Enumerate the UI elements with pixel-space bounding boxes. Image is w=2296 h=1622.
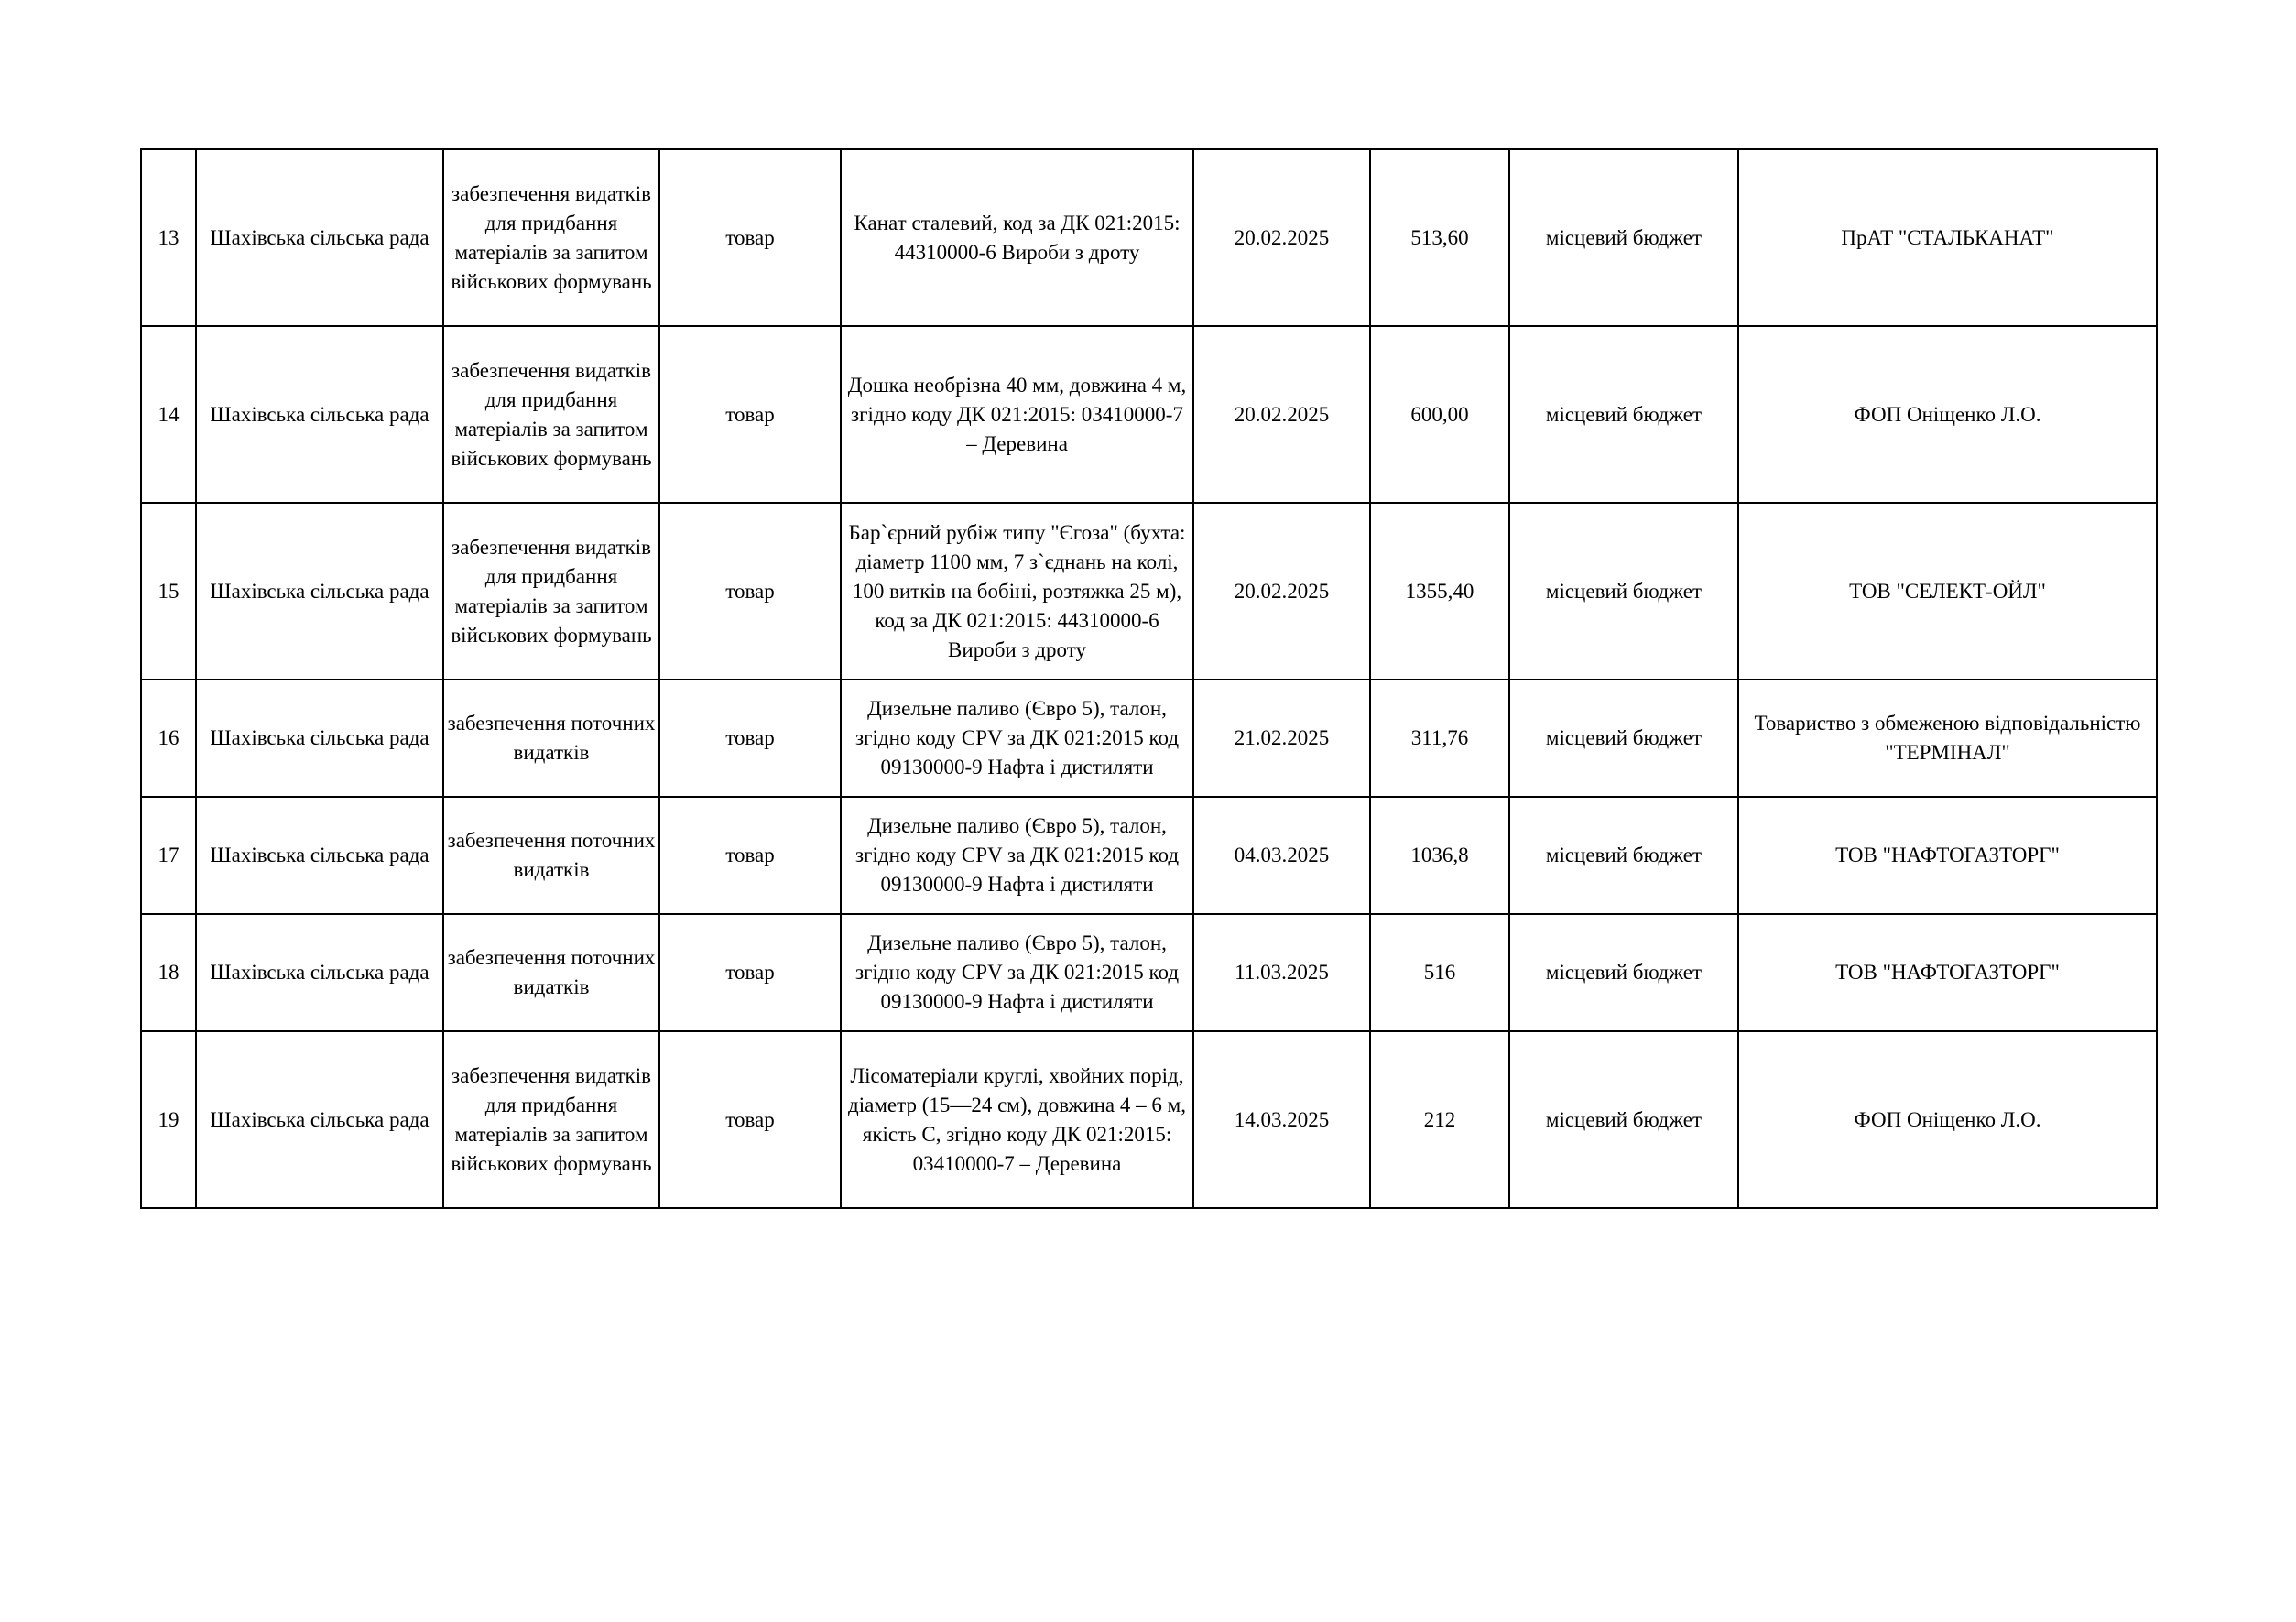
row-number: 16 <box>141 680 196 797</box>
supplier-cell: ТОВ "НАФТОГАЗТОРГ" <box>1738 797 2157 914</box>
supplier-cell: ФОП Оніщенко Л.О. <box>1738 1031 2157 1208</box>
amount-cell: 212 <box>1370 1031 1509 1208</box>
table-row <box>141 149 2157 326</box>
type-cell: товар <box>659 797 841 914</box>
purpose-cell: забезпечення поточних видатків <box>443 797 659 914</box>
source-cell: місцевий бюджет <box>1509 1031 1738 1208</box>
purpose-cell: забезпечення видатків для придбання матеріалів за запитом військових формувань <box>443 149 659 326</box>
subject-cell: Канат сталевий, код за ДК 021:2015: 44310000-6 Вироби з дроту <box>841 149 1193 326</box>
amount-cell: 600,00 <box>1370 326 1509 503</box>
purpose-cell: забезпечення видатків для придбання матеріалів за запитом військових формувань <box>443 326 659 503</box>
source-cell: місцевий бюджет <box>1509 326 1738 503</box>
table-row <box>141 680 2157 797</box>
source-cell: місцевий бюджет <box>1509 680 1738 797</box>
customer-cell: Шахівська сільська рада <box>196 797 443 914</box>
subject-cell: Дизельне паливо (Євро 5), талон, згідно коду CPV за ДК 021:2015 код 09130000-9 Нафта і дистиляти <box>841 914 1193 1031</box>
type-cell: товар <box>659 914 841 1031</box>
amount-cell: 1036,8 <box>1370 797 1509 914</box>
customer-cell: Шахівська сільська рада <box>196 503 443 680</box>
table-row <box>141 326 2157 503</box>
subject-cell: Дошка необрізна 40 мм, довжина 4 м, згідно коду ДК 021:2015: 03410000-7 – Деревина <box>841 326 1193 503</box>
subject-cell: Лісоматеріали круглі, хвойних порід, діаметр (15—24 см), довжина 4 – 6 м, якість С, згідно коду ДК 021:2015: 03410000-7 – Деревина <box>841 1031 1193 1208</box>
table-row <box>141 503 2157 680</box>
subject-cell: Дизельне паливо (Євро 5), талон, згідно коду CPV за ДК 021:2015 код 09130000-9 Нафта і дистиляти <box>841 797 1193 914</box>
customer-cell: Шахівська сільська рада <box>196 914 443 1031</box>
date-cell: 20.02.2025 <box>1193 326 1370 503</box>
purpose-cell: забезпечення поточних видатків <box>443 914 659 1031</box>
row-number: 18 <box>141 914 196 1031</box>
amount-cell: 516 <box>1370 914 1509 1031</box>
row-number: 19 <box>141 1031 196 1208</box>
customer-cell: Шахівська сільська рада <box>196 1031 443 1208</box>
row-number: 17 <box>141 797 196 914</box>
date-cell: 20.02.2025 <box>1193 503 1370 680</box>
supplier-cell: ПрАТ "СТАЛЬКАНАТ" <box>1738 149 2157 326</box>
source-cell: місцевий бюджет <box>1509 914 1738 1031</box>
table-row <box>141 914 2157 1031</box>
amount-cell: 311,76 <box>1370 680 1509 797</box>
type-cell: товар <box>659 503 841 680</box>
date-cell: 21.02.2025 <box>1193 680 1370 797</box>
customer-cell: Шахівська сільська рада <box>196 149 443 326</box>
supplier-cell: Товариство з обмеженою відповідальністю "ТЕРМІНАЛ" <box>1738 680 2157 797</box>
amount-cell: 1355,40 <box>1370 503 1509 680</box>
procurement-table <box>140 148 2158 1209</box>
purpose-cell: забезпечення поточних видатків <box>443 680 659 797</box>
subject-cell: Бар`єрний рубіж типу "Єгоза" (бухта: діаметр 1100 мм, 7 з`єднань на колі, 100 витків на бобіні, розтяжка 25 м), код за ДК 021:2015: 44310000-6 Вироби з дроту <box>841 503 1193 680</box>
source-cell: місцевий бюджет <box>1509 503 1738 680</box>
type-cell: товар <box>659 326 841 503</box>
row-number: 14 <box>141 326 196 503</box>
purpose-cell: забезпечення видатків для придбання матеріалів за запитом військових формувань <box>443 1031 659 1208</box>
type-cell: товар <box>659 149 841 326</box>
supplier-cell: ФОП Оніщенко Л.О. <box>1738 326 2157 503</box>
row-number: 15 <box>141 503 196 680</box>
type-cell: товар <box>659 680 841 797</box>
source-cell: місцевий бюджет <box>1509 797 1738 914</box>
date-cell: 04.03.2025 <box>1193 797 1370 914</box>
row-number: 13 <box>141 149 196 326</box>
type-cell: товар <box>659 1031 841 1208</box>
customer-cell: Шахівська сільська рада <box>196 326 443 503</box>
subject-cell: Дизельне паливо (Євро 5), талон, згідно коду CPV за ДК 021:2015 код 09130000-9 Нафта і дистиляти <box>841 680 1193 797</box>
date-cell: 14.03.2025 <box>1193 1031 1370 1208</box>
supplier-cell: ТОВ "СЕЛЕКТ-ОЙЛ" <box>1738 503 2157 680</box>
table-row <box>141 797 2157 914</box>
date-cell: 11.03.2025 <box>1193 914 1370 1031</box>
supplier-cell: ТОВ "НАФТОГАЗТОРГ" <box>1738 914 2157 1031</box>
amount-cell: 513,60 <box>1370 149 1509 326</box>
purpose-cell: забезпечення видатків для придбання матеріалів за запитом військових формувань <box>443 503 659 680</box>
customer-cell: Шахівська сільська рада <box>196 680 443 797</box>
table-row <box>141 1031 2157 1208</box>
source-cell: місцевий бюджет <box>1509 149 1738 326</box>
date-cell: 20.02.2025 <box>1193 149 1370 326</box>
